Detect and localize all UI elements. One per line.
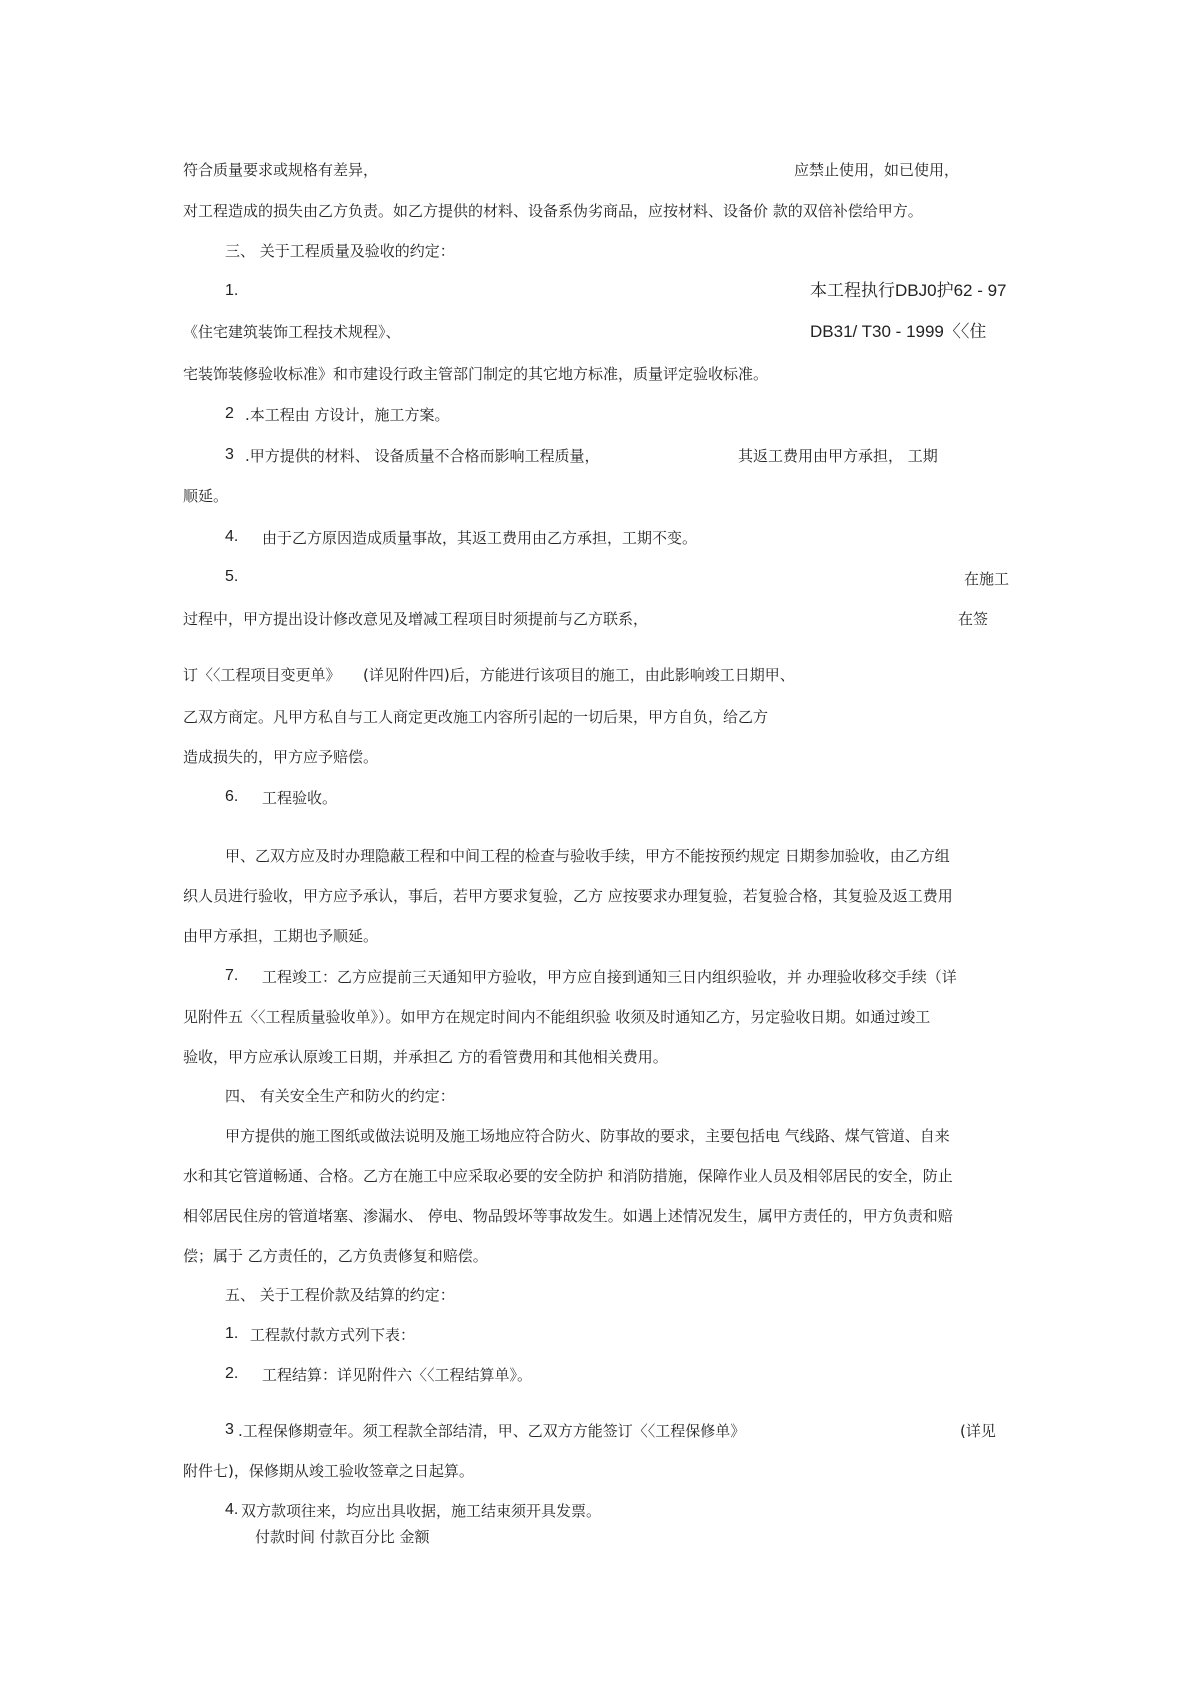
table-header: 付款时间 付款百分比 金额: [255, 1528, 430, 1546]
item-number: 1.: [225, 1325, 239, 1342]
item-number: 4.: [225, 1501, 239, 1518]
text-line: 应禁止使用，如已使用，: [794, 161, 960, 179]
text-line: 工程验收。: [262, 789, 338, 807]
text-line: 过程中，甲方提出设计修改意见及增减工程项目时须提前与乙方联系，: [183, 610, 649, 628]
text-line: 《住宅建筑装饰工程技术规程》、: [183, 323, 401, 341]
text-line: 由于乙方原因造成质量事故，其返工费用由乙方承担，工期不变。: [262, 529, 698, 547]
text-line: 甲方提供的施工图纸或做法说明及施工场地应符合防火、防事故的要求，主要包括电 气线路、煤气管道、自来: [225, 1127, 950, 1145]
item-number: 5.: [225, 568, 239, 585]
section-heading: 四、 有关安全生产和防火的约定：: [225, 1087, 455, 1105]
text-line: 工程款付款方式列下表：: [250, 1326, 416, 1344]
item-number: 4.: [225, 528, 239, 545]
text-line: 其返工费用由甲方承担， 工期: [738, 447, 938, 465]
text-line: DB31/ T30 - 1999〈〈住: [810, 322, 987, 341]
text-line: 符合质量要求或规格有差异，: [183, 161, 379, 179]
text-line: 乙双方商定。凡甲方私自与工人商定更改施工内容所引起的一切后果，甲方自负，给乙方: [183, 708, 769, 726]
text-line: 工程竣工：乙方应提前三天通知甲方验收，甲方应自接到通知三日内组织验收，并 办理验收移交手续（详: [262, 968, 957, 986]
text-line: 甲、乙双方应及时办理隐蔽工程和中间工程的检查与验收手续，甲方不能按预约规定 日期参加验收，由乙方组: [225, 847, 950, 865]
text-line: (详见: [960, 1422, 996, 1440]
text-line: 本工程执行DBJ0护62 - 97: [810, 281, 1007, 300]
text-line: 双方款项往来，均应出具收据，施工结束须开具发票。: [241, 1502, 602, 1520]
text-line: 对工程造成的损失由乙方负责。如乙方提供的材料、设备系伪劣商品，应按材料、设备价 款的双倍补偿给甲方。: [183, 202, 923, 220]
text-line: 相邻居民住房的管道堵塞、渗漏水、 停电、物品毁坏等事故发生。如遇上述情况发生，属甲方责任的，甲方负责和赔: [183, 1207, 953, 1225]
text-line: 订〈〈工程项目变更单》 (详见附件四)后，方能进行该项目的施工，由此影响竣工日期甲、: [183, 666, 795, 684]
item-number: 2: [225, 405, 234, 422]
section-heading: 五、 关于工程价款及结算的约定：: [225, 1286, 455, 1304]
text-line: 顺延。: [183, 487, 229, 505]
text-line: 见附件五〈〈工程质量验收单》）。如甲方在规定时间内不能组织验 收须及时通知乙方，另定验收日期。如通过竣工: [183, 1008, 931, 1026]
text-line: 在施工: [964, 570, 1010, 588]
item-number: 3: [225, 446, 234, 463]
item-number: 7.: [225, 967, 239, 984]
text-line: 验收，甲方应承认原竣工日期，并承担乙 方的看管费用和其他相关费用。: [183, 1048, 668, 1066]
text-line: .甲方提供的材料、 设备质量不合格而影响工程质量，: [245, 447, 600, 465]
text-line: .本工程由 方设计，施工方案。: [245, 406, 450, 424]
text-line: 附件七)，保修期从竣工验收签章之日起算。: [183, 1462, 474, 1480]
item-number: 1.: [225, 282, 239, 299]
text-line: 由甲方承担，工期也予顺延。: [183, 927, 379, 945]
text-line: 工程结算：详见附件六〈〈工程结算单》。: [262, 1366, 533, 1384]
text-line: 造成损失的，甲方应予赔偿。: [183, 748, 379, 766]
item-number: 2.: [225, 1365, 239, 1382]
text-line: 在签: [958, 610, 989, 628]
item-number: 3: [225, 1421, 234, 1438]
text-line: 宅装饰装修验收标准》和市建设行政主管部门制定的其它地方标准，质量评定验收标准。: [183, 365, 769, 383]
text-line: 偿；属于 乙方责任的，乙方负责修复和赔偿。: [183, 1247, 488, 1265]
section-heading: 三、 关于工程质量及验收的约定：: [225, 242, 455, 260]
text-line: 织人员进行验收，甲方应予承认，事后，若甲方要求复验，乙方 应按要求办理复验，若复验合格，其复验及返工费用: [183, 887, 953, 905]
text-line: 水和其它管道畅通、合格。乙方在施工中应采取必要的安全防护 和消防措施，保障作业人员及相邻居民的安全，防止: [183, 1167, 953, 1185]
text-line: .工程保修期壹年。须工程款全部结清，甲、乙双方方能签订〈〈工程保修单》: [238, 1422, 746, 1440]
item-number: 6.: [225, 788, 239, 805]
